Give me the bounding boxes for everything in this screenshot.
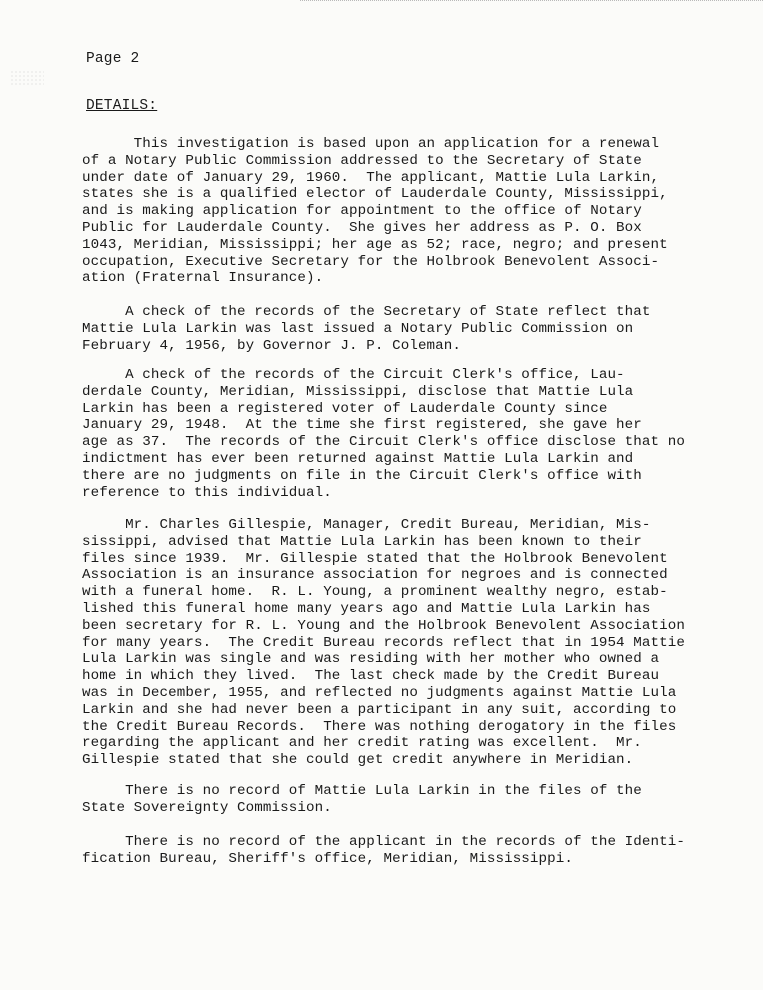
text-line: Public for Lauderdale County. She gives her address as P. O. Box bbox=[82, 219, 642, 236]
text-line: fication Bureau, Sheriff's office, Meridian, Mississippi. bbox=[82, 850, 573, 867]
text-line: Association is an insurance association for negroes and is connected bbox=[82, 567, 668, 584]
page-number: Page 2 bbox=[86, 51, 140, 67]
paragraph-identification-bureau bbox=[82, 834, 714, 868]
text-line: home in which they lived. The last check made by the Credit Bureau bbox=[82, 668, 660, 685]
text-line: Lula Larkin was single and was residing with her mother who owned a bbox=[82, 651, 660, 668]
text-line: been secretary for R. L. Young and the Holbrook Benevolent Association bbox=[82, 617, 685, 634]
text-line: A check of the records of the Circuit Clerk's office, Lau- bbox=[82, 367, 625, 383]
text-line: There is no record of the applicant in the records of the Identi- bbox=[82, 834, 685, 850]
text-line: A check of the records of the Secretary of State reflect that bbox=[82, 304, 651, 320]
text-line: There is no record of Mattie Lula Larkin in the files of the bbox=[82, 783, 642, 799]
text-line: sissippi, advised that Mattie Lula Larkin has been known to their bbox=[82, 533, 642, 550]
text-line: regarding the applicant and her credit rating was excellent. Mr. bbox=[82, 735, 642, 752]
text-line: the Credit Bureau Records. There was nothing derogatory in the files bbox=[82, 718, 677, 735]
text-line: age as 37. The records of the Circuit Clerk's office disclose that no bbox=[82, 434, 685, 451]
text-line: under date of January 29, 1960. The applicant, Mattie Lula Larkin, bbox=[82, 169, 660, 186]
text-line: occupation, Executive Secretary for the Holbrook Benevolent Associ- bbox=[82, 253, 660, 270]
text-line: February 4, 1956, by Governor J. P. Coleman. bbox=[82, 337, 462, 354]
text-line: Mattie Lula Larkin was last issued a Notary Public Commission on bbox=[82, 320, 634, 337]
text-line: files since 1939. Mr. Gillespie stated that the Holbrook Benevolent bbox=[82, 550, 668, 567]
text-line: State Sovereignty Commission. bbox=[82, 799, 332, 816]
text-line: This investigation is based upon an application for a renewal bbox=[82, 136, 660, 152]
text-line: Larkin and she had never been a participant in any suit, according to bbox=[82, 701, 677, 718]
paragraph-circuit-clerk bbox=[82, 367, 714, 501]
text-line: derdale County, Meridian, Mississippi, disclose that Mattie Lula bbox=[82, 383, 634, 400]
text-line: reference to this individual. bbox=[82, 484, 332, 501]
text-line: for many years. The Credit Bureau records reflect that in 1954 Mattie bbox=[82, 634, 685, 651]
text-line: states she is a qualified elector of Lauderdale County, Mississippi, bbox=[82, 186, 668, 203]
text-line: Mr. Charles Gillespie, Manager, Credit Bureau, Meridian, Mis- bbox=[82, 517, 651, 533]
paragraph-credit-bureau bbox=[82, 517, 714, 769]
text-line: indictment has ever been returned against Mattie Lula Larkin and bbox=[82, 450, 634, 467]
text-line: was in December, 1955, and reflected no judgments against Mattie Lula bbox=[82, 684, 677, 701]
text-line: Gillespie stated that she could get credit anywhere in Meridian. bbox=[82, 752, 634, 769]
text-line: there are no judgments on file in the Circuit Clerk's office with bbox=[82, 467, 642, 484]
text-line: of a Notary Public Commission addressed to the Secretary of State bbox=[82, 152, 642, 169]
text-line: and is making application for appointment to the office of Notary bbox=[82, 203, 642, 220]
top-edge-dotted-line bbox=[300, 0, 763, 3]
margin-smudge bbox=[10, 70, 44, 86]
text-line: January 29, 1948. At the time she first registered, she gave her bbox=[82, 417, 642, 434]
paragraph-secretary-of-state bbox=[82, 304, 714, 354]
section-title: DETAILS: bbox=[86, 98, 158, 114]
text-line: lished this funeral home many years ago and Mattie Lula Larkin has bbox=[82, 600, 651, 617]
paragraph-sovereignty-commission bbox=[82, 783, 714, 817]
text-line: with a funeral home. R. L. Young, a prominent wealthy negro, estab- bbox=[82, 584, 668, 601]
text-line: 1043, Meridian, Mississippi; her age as 52; race, negro; and present bbox=[82, 236, 668, 253]
text-line: ation (Fraternal Insurance). bbox=[82, 270, 324, 287]
paragraph-application bbox=[82, 136, 714, 287]
text-line: Larkin has been a registered voter of Lauderdale County since bbox=[82, 400, 608, 417]
